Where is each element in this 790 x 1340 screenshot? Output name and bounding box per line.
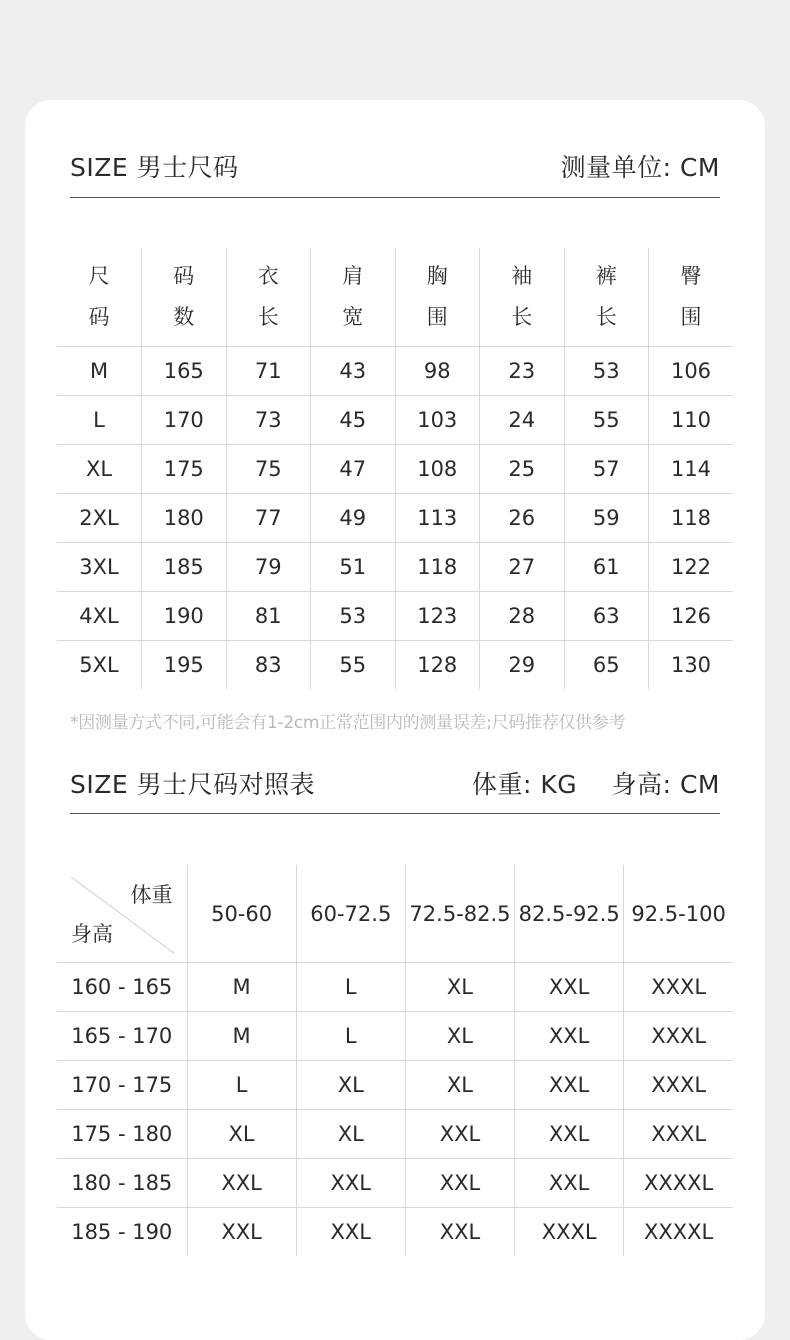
table-cell: 79 — [226, 543, 311, 592]
size-cell: XXXXL — [624, 1208, 733, 1257]
column-header — [395, 248, 480, 347]
column-header-char: 胸 — [426, 264, 448, 288]
table-cell: 180 — [142, 494, 227, 543]
size-chart-header — [70, 148, 720, 184]
table-cell: 110 — [649, 396, 734, 445]
table-cell: 61 — [564, 543, 649, 592]
size-cell: XXL — [515, 1159, 624, 1208]
table-cell: 123 — [395, 592, 480, 641]
table-cell: 122 — [649, 543, 734, 592]
table-row — [57, 396, 733, 445]
column-header — [226, 248, 311, 347]
column-header-char: 袖 — [511, 264, 533, 288]
size-cell: M — [187, 963, 296, 1012]
column-header-char: 数 — [173, 305, 195, 329]
height-range-cell: 185 - 190 — [57, 1208, 187, 1257]
table-cell: 55 — [311, 641, 396, 690]
table-cell: 98 — [395, 347, 480, 396]
table-cell: 185 — [142, 543, 227, 592]
table-row — [57, 494, 733, 543]
table-cell: 55 — [564, 396, 649, 445]
height-unit-label: 身高: CM — [611, 770, 720, 799]
column-header — [57, 248, 142, 347]
size-cell: 2XL — [57, 494, 142, 543]
size-cell: XXXXL — [624, 1159, 733, 1208]
column-header — [480, 248, 565, 347]
column-header-char: 长 — [595, 305, 617, 329]
table-cell: 126 — [649, 592, 734, 641]
size-measurement-table — [57, 248, 733, 689]
table-cell: 170 — [142, 396, 227, 445]
table-row — [57, 1110, 733, 1159]
size-chart-title: SIZE 男士尺码 — [70, 153, 239, 182]
table-cell: 130 — [649, 641, 734, 690]
table-row — [57, 445, 733, 494]
table-cell: 23 — [480, 347, 565, 396]
table-cell: 77 — [226, 494, 311, 543]
table-cell: 81 — [226, 592, 311, 641]
size-cell: XXL — [515, 963, 624, 1012]
table-row — [57, 592, 733, 641]
size-cell: 4XL — [57, 592, 142, 641]
table-cell: 51 — [311, 543, 396, 592]
column-header-char: 臀 — [680, 264, 702, 288]
column-header — [564, 248, 649, 347]
column-header-char: 围 — [680, 305, 702, 329]
size-cell: XL — [296, 1061, 405, 1110]
table-cell: 75 — [226, 445, 311, 494]
table-cell: 73 — [226, 396, 311, 445]
table-cell: 106 — [649, 347, 734, 396]
table-cell: 114 — [649, 445, 734, 494]
column-header-char: 尺 — [88, 264, 110, 288]
table-cell: 47 — [311, 445, 396, 494]
size-cell: XXXL — [624, 1110, 733, 1159]
table-cell: 118 — [395, 543, 480, 592]
corner-cell — [57, 865, 187, 963]
table-row — [57, 1159, 733, 1208]
table-header-row — [57, 248, 733, 347]
table-cell: 128 — [395, 641, 480, 690]
corner-height-label: 身高 — [71, 922, 113, 946]
size-cell: XXL — [187, 1159, 296, 1208]
size-cell: M — [57, 347, 142, 396]
size-cell: L — [57, 396, 142, 445]
table-cell: 175 — [142, 445, 227, 494]
size-cell: XL — [405, 1012, 514, 1061]
size-cell: XXL — [405, 1110, 514, 1159]
table-cell: 103 — [395, 396, 480, 445]
size-cell: M — [187, 1012, 296, 1061]
table-cell: 29 — [480, 641, 565, 690]
size-cell: XXL — [296, 1208, 405, 1257]
table-cell: 45 — [311, 396, 396, 445]
size-guide-table — [57, 865, 733, 1256]
table-cell: 71 — [226, 347, 311, 396]
table-row — [57, 963, 733, 1012]
table-row — [57, 1061, 733, 1110]
table-cell: 63 — [564, 592, 649, 641]
table-cell: 25 — [480, 445, 565, 494]
table-cell: 49 — [311, 494, 396, 543]
column-header-char: 衣 — [257, 264, 279, 288]
column-header-char: 长 — [511, 305, 533, 329]
weight-range-header: 72.5-82.5 — [405, 865, 514, 963]
size-cell: XL — [296, 1110, 405, 1159]
size-cell: XXL — [405, 1159, 514, 1208]
size-cell: XXXL — [624, 963, 733, 1012]
table-cell: 190 — [142, 592, 227, 641]
size-cell: XL — [405, 963, 514, 1012]
size-cell: XXL — [515, 1061, 624, 1110]
size-guide-header — [70, 765, 720, 801]
table-cell: 65 — [564, 641, 649, 690]
measure-unit-label: 测量单位: CM — [560, 153, 720, 182]
size-cell: XL — [57, 445, 142, 494]
column-header-char: 长 — [257, 305, 279, 329]
column-header-char: 码 — [88, 305, 110, 329]
table-cell: 195 — [142, 641, 227, 690]
corner-weight-label: 体重 — [130, 883, 173, 907]
weight-range-header: 82.5-92.5 — [515, 865, 624, 963]
column-header — [142, 248, 227, 347]
table-cell: 53 — [564, 347, 649, 396]
units-label — [472, 765, 720, 801]
table-cell: 57 — [564, 445, 649, 494]
size-cell: XL — [187, 1110, 296, 1159]
height-range-cell: 165 - 170 — [57, 1012, 187, 1061]
table-cell: 108 — [395, 445, 480, 494]
size-cell: XXXL — [624, 1061, 733, 1110]
column-header-char: 码 — [173, 264, 195, 288]
size-cell: XXL — [405, 1208, 514, 1257]
weight-range-header: 60-72.5 — [296, 865, 405, 963]
column-header-char: 围 — [426, 305, 448, 329]
divider — [70, 813, 720, 814]
column-header-char: 宽 — [342, 305, 364, 329]
column-header-char: 肩 — [342, 264, 364, 288]
size-cell: 5XL — [57, 641, 142, 690]
weight-unit-label: 体重: KG — [472, 770, 578, 799]
table-cell: 26 — [480, 494, 565, 543]
size-cell: XXXL — [624, 1012, 733, 1061]
column-header-char: 裤 — [595, 264, 617, 288]
table-cell: 118 — [649, 494, 734, 543]
table-row — [57, 1208, 733, 1257]
table-row — [57, 641, 733, 690]
height-range-cell: 180 - 185 — [57, 1159, 187, 1208]
table-cell: 27 — [480, 543, 565, 592]
size-cell: XXL — [515, 1012, 624, 1061]
table-cell: 28 — [480, 592, 565, 641]
weight-range-header: 50-60 — [187, 865, 296, 963]
table-cell: 83 — [226, 641, 311, 690]
column-header — [649, 248, 734, 347]
table-cell: 59 — [564, 494, 649, 543]
size-cell: L — [296, 1012, 405, 1061]
table-cell: 165 — [142, 347, 227, 396]
size-cell: L — [296, 963, 405, 1012]
measurement-note: *因测量方式不同,可能会有1-2cm正常范围内的测量误差;尺码推荐仅供参考 — [70, 713, 626, 733]
table-cell: 113 — [395, 494, 480, 543]
height-range-cell: 170 - 175 — [57, 1061, 187, 1110]
table-row — [57, 543, 733, 592]
size-cell: XXL — [296, 1159, 405, 1208]
height-range-cell: 175 - 180 — [57, 1110, 187, 1159]
table-row — [57, 347, 733, 396]
size-cell: XXXL — [515, 1208, 624, 1257]
size-cell: XL — [405, 1061, 514, 1110]
divider — [70, 197, 720, 198]
table-cell: 43 — [311, 347, 396, 396]
table-header-row — [57, 865, 733, 963]
height-range-cell: 160 - 165 — [57, 963, 187, 1012]
size-cell: XXL — [515, 1110, 624, 1159]
size-cell: 3XL — [57, 543, 142, 592]
weight-range-header: 92.5-100 — [624, 865, 733, 963]
column-header — [311, 248, 396, 347]
table-cell: 53 — [311, 592, 396, 641]
size-cell: XXL — [187, 1208, 296, 1257]
table-row — [57, 1012, 733, 1061]
table-cell: 24 — [480, 396, 565, 445]
size-cell: L — [187, 1061, 296, 1110]
size-guide-title: SIZE 男士尺码对照表 — [70, 770, 316, 799]
